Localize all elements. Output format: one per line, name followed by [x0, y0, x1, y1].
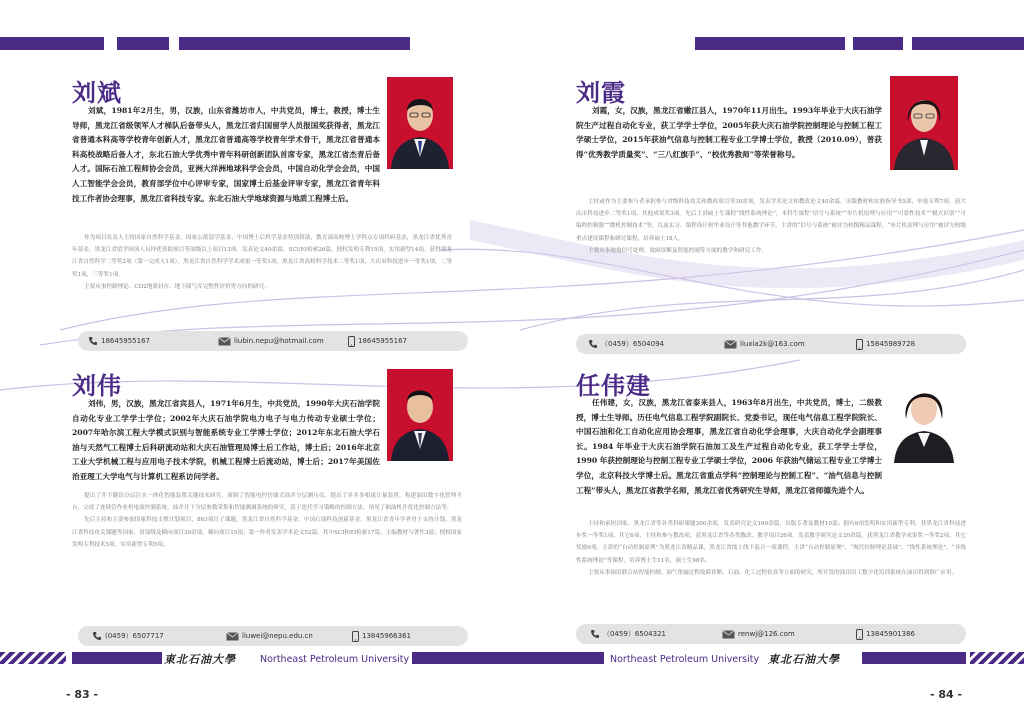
contact-phone: [590, 629, 666, 639]
contact-mobile: [348, 336, 407, 347]
person-photo: [890, 76, 958, 170]
phone-number: （0459）6504094: [601, 340, 664, 348]
contact-bar: [78, 626, 468, 646]
person-bio: 任伟建，女，汉族，黑龙江省泰来县人，1963年8月出生，中共党员，博士，二级教授，博士生导师。历任电气信息工程学院副院长、党委书记，现任电气信息工程学院院长、中国石油和化工自动化应用协会理事，黑龙江省自动化学会理事，大庆自动化学会副理事长。1984 年毕业于大庆石油学院石油加工及生产过程自动化专业，获工学学士学位，1990 年获控制理论与控制工程专业工学硕士学位，2006 年获油气储运工程专业工学博士学位，北京科技大学博士后。黑龙江省重点学科“控制理论与控制工程”、“油气信息与控制工程”带头人，黑龙江省教学名师，黑龙江省优秀研究生导师，黑龙江省师德先进个人。: [576, 398, 882, 495]
contact-email: [218, 337, 324, 346]
research-paragraph: 作为项目负责人主持国家自然科学基金，国家公派留学基金，中国博士后科学基金特别资助，教育部高校博士学科点专项科研基金，黑龙江省优秀青年基金，黑龙江省留学回国人员择优资助项目等部级以上项目13项。发表论文40余篇，SCI/EI检索26篇，授权发明专利15项，实用新型14项。获得黑龙江省自然科学二等奖2项（第一完成人1项），黑龙江省自然科学学术成果一等奖1项，黑龙江省高校科学技术二等奖1项，大庆市科技进步一等奖1项，二等奖1项，三等奖1项。: [72, 235, 452, 278]
person-bio: 刘斌，1981年2月生，男，汉族，山东省潍坊市人，中共党员，博士，教授，博士生导师，黑龙江省级领军人才梯队后备带头人，黑龙江省归国留学人员报国奖获得者，黑龙江省普通本科高等学校青年创新人才，黑龙江省普通高等学校青年学术骨干，黑龙江省普通本科高校战略后备人才，东北石油大学优秀中青年科研创新团队首席专家，黑龙江省杰青后备人才。国际石油工程师协会会员，亚洲大洋洲地球科学会会员，中国自动化学会会员，中国人工智能学会会员，教育部学位中心评审专家，国家博士后基金评审专家，黑龙江省青年科技工作者协会理事，黑龙江省科技专家。东北石油大学地球资源与地质工程博士后。: [72, 106, 380, 203]
top-bar: [0, 37, 104, 50]
phone-icon: [590, 629, 600, 639]
email-icon: [722, 630, 735, 639]
contact-phone: [92, 631, 164, 641]
page-number: - 83 -: [66, 688, 99, 701]
top-bar: [179, 37, 410, 50]
mobile-icon: [352, 631, 359, 642]
university-calligraphy-logo: 東北石油大學: [768, 653, 840, 666]
contact-email: [226, 632, 313, 641]
research-summary: [72, 490, 462, 551]
phone-icon: [92, 631, 102, 641]
research-paragraph: 先后主持和主要参加国家科技支撑计划项目，863项目子课题，黑龙江省自然科学基金，中国石油科技创新基金，黑龙江省青年学者骨干支持计划，黑龙江省科技攻关课题等国家、省部级及横向项目30余项。横向项目15项；第一作者发表学术论文52篇，其中SCI和EI检索17篇；主编教材与著作3部；授权国家发明专利技术5项，实用新型专利5项。: [72, 517, 462, 548]
top-bar: [912, 37, 1024, 50]
contact-mobile: [856, 339, 915, 350]
research-paragraph: 主持或作为主要参与者承担参与省级科技攻关和教改项目等30余项，发表学术论文和教改论文40余篇，出版教材和实验指导书5部，申报专利7项，获大庆市科技进步二等奖1项，其他成果奖3项。先后主讲硕士生课程“线性系统理论”，本科生课程“信号与系统”“单片机原理与应用”“可靠性技术”“模式识别”“可编程控制器”“微机控制技术”等，以及实习、课程设计和毕业设计等其他教学环节。主讲的“信号与系统”被评为校级精品课程。“单片机原理与应用”被评为校级重点建设课程和研讨课程。培养硕士18人。: [576, 199, 966, 242]
page-number: - 84 -: [930, 688, 963, 701]
phone-number: (0459）6507717: [105, 632, 164, 640]
footer-stripe: [0, 652, 66, 664]
contact-email: [722, 630, 795, 639]
contact-mobile: [352, 631, 411, 642]
email-address[interactable]: renwj@126.com: [738, 630, 795, 638]
footer-bar: [512, 652, 604, 664]
contact-phone: [88, 336, 150, 346]
contact-bar: [576, 624, 966, 644]
person-bio: 刘伟，男，汉族，黑龙江省宾县人，1971年6月生，中共党员，1990年大庆石油学院自动化专业工学学士学位；2002年大庆石油学院电力电子与电力传动专业硕士学位；2007年哈尔滨工程大学模式识别与智能系统专业工学博士学位；2012年东北石油大学石油与天然气工程博士后科研流动站和大庆石油管理局博士后工作站，博士后；2016年北京工业大学机械工程与应用电子技术学院，机械工程博士后流动站，博士后；2017年美国佐治亚理工大学电气与计算机工程系访问学者。: [72, 399, 380, 481]
person-photo: [387, 77, 453, 169]
mobile-icon: [856, 629, 863, 640]
mobile-icon: [856, 339, 863, 350]
contact-mobile: [856, 629, 915, 640]
university-name: Northeast Petroleum University: [260, 654, 410, 665]
person-bio: 刘霞，女，汉族，黑龙江省嫩江县人，1970年11月出生。1993年毕业于大庆石油学院生产过程自动化专业，获工学学士学位，2005年获大庆石油学院控制理论与控制工程工学硕士学位，2015年获油气信息与控制工程专业工学博士学位，教授（2010.09），曾获得“优秀教学质量奖”、“三八红旗手”、“校优秀教师”等荣誉称号。: [576, 106, 882, 159]
footer-stripe: [970, 652, 1024, 664]
person-photo: [890, 369, 958, 463]
mobile-number: 18645955167: [358, 337, 407, 345]
person-name: 刘伟: [72, 372, 122, 400]
contact-phone: [588, 339, 664, 349]
mobile-number: 13845901386: [866, 630, 915, 638]
contact-bar: [78, 331, 468, 351]
top-bar: [695, 37, 845, 50]
contact-bar: [576, 334, 966, 354]
research-paragraph: 主要从事地震信号处理，故障诊断及智能控制等方面的教学和研究工作。: [588, 247, 768, 254]
research-paragraph: 主持和承担国家、黑龙江省等各类科研课题300余项，发表研究论文160余篇，出版专著及教材10部；拥有8项发明和实用新型专利，获黑龙江省科技进步奖一等奖1项，其它6项，主持和参与教改项，获黑龙江省等各类教改、教学项目26项，发表教学研究论文20余篇，获黑龙江省教学成果奖一等奖2项，其它奖励9项。主讲的“自动控制原理”为黑龙江省精品课，黑龙江省线上线下混合一流课程。主讲“自动控制原理”、“现代控制理论基础”、“线性系统理论”、“非线性系统理论”等课程，培养博士生11名，硕士生98名。: [576, 521, 966, 564]
university-name: Northeast Petroleum University: [610, 654, 760, 665]
university-calligraphy-logo: 東北石油大學: [164, 653, 236, 666]
person-name: 刘霞: [576, 79, 626, 107]
research-paragraph: 主要从事控制理论、CO2地质封存、地下储气库完整性评价等方向的研究。: [84, 283, 270, 290]
mobile-number: 15845989728: [866, 340, 915, 348]
email-address[interactable]: liuxia2k@163.com: [740, 340, 805, 348]
research-summary: [576, 518, 966, 579]
mobile-number: 13845966361: [362, 632, 411, 640]
person-name: 刘斌: [72, 79, 122, 107]
footer-bar: [72, 652, 162, 664]
research-summary: [72, 232, 452, 293]
phone-icon: [588, 339, 598, 349]
email-icon: [226, 632, 239, 641]
email-address[interactable]: liubin.nepu@hotmail.com: [234, 337, 324, 345]
phone-number: 18645955167: [101, 337, 150, 345]
top-bar: [853, 37, 903, 50]
email-address[interactable]: liuwei@nepu.edu.cn: [242, 632, 313, 640]
top-bar: [117, 37, 169, 50]
contact-email: [724, 340, 805, 349]
phone-number: （0459）6504321: [603, 630, 666, 638]
research-paragraph: 主要从事油田联合站智能控制、油气集输过程故障诊断、石油、化工过程仿真等方面的研究，所开发的油田员工数字化培训系统在油田得到推广应用。: [588, 569, 958, 576]
person-name: 任伟建: [576, 372, 651, 400]
person-photo: [387, 369, 453, 461]
mobile-icon: [348, 336, 355, 347]
email-icon: [218, 337, 231, 346]
right-page: [512, 0, 1024, 723]
phone-icon: [88, 336, 98, 346]
footer-bar: [412, 652, 512, 664]
footer-bar: [862, 652, 966, 664]
email-icon: [724, 340, 737, 349]
research-paragraph: 提出了井下随钻分层注水一体化智能装置关键技术研究，研制了智能电控仿储式油井分层测压仪，提出了单井多相流计量装置，构建油田数字化管理平台，完成了连续管作业机电液控制系统，油井井下分层参数采集和智能测调系统的研究，基于迭代学习策略的控制方法，预见了抽油机井优化控制方法等。: [72, 493, 462, 512]
research-summary: [576, 196, 966, 257]
